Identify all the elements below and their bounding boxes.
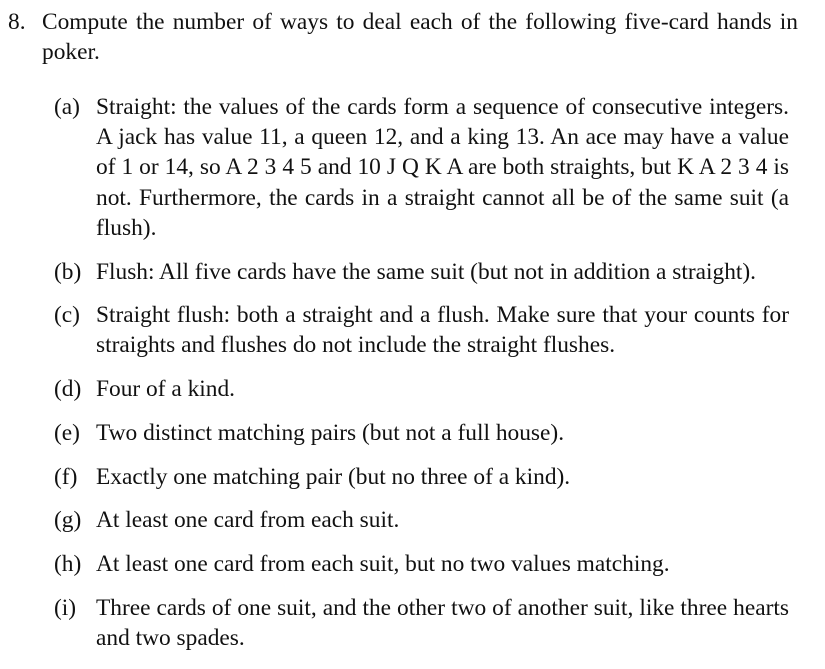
part-text: Straight: the values of the cards form a sequence of consecutive integers. A jack has value 11, a queen 12, and a king 13. An ace may have a value of 1 or 14, so A 2 3 4 5 and 10 J Q K A are both straights, but K A 2 3 4 is not. Furthermore, the cards in a straight cannot all be of the same suit (a flush).	[96, 94, 789, 241]
part-c	[54, 300, 789, 360]
part-i	[54, 593, 789, 653]
part-label: (d)	[54, 376, 82, 403]
part-g	[54, 505, 789, 535]
part-f	[54, 462, 789, 492]
problem-heading	[8, 8, 798, 67]
part-label: (c)	[54, 302, 80, 329]
part-h	[54, 549, 789, 579]
part-text: Four of a kind.	[96, 376, 236, 403]
part-e	[54, 418, 789, 448]
part-text: Flush: All five cards have the same suit (but not in addition a straight).	[96, 258, 757, 285]
problem-parts-list	[54, 92, 789, 667]
part-text: Exactly one matching pair (but no three of a kind).	[96, 463, 571, 490]
part-label: (h)	[54, 550, 82, 577]
part-label: (f)	[54, 463, 78, 490]
part-b	[54, 257, 789, 287]
part-text: At least one card from each suit.	[96, 507, 400, 534]
part-d	[54, 374, 789, 404]
part-label: (i)	[54, 594, 77, 621]
part-label: (a)	[54, 94, 80, 120]
part-text: Three cards of one suit, and the other two of another suit, like three hearts and two spades.	[96, 594, 789, 651]
part-text: Straight flush: both a straight and a flush. Make sure that your counts for straights and flushes do not include the straight flushes.	[96, 302, 789, 359]
part-text: At least one card from each suit, but no two values matching.	[96, 550, 670, 577]
part-label: (b)	[54, 258, 82, 285]
part-label: (g)	[54, 507, 82, 534]
problem-text: Compute the number of ways to deal each of the following five-card hands in poker.	[42, 9, 798, 65]
part-label: (e)	[54, 419, 80, 446]
problem-8	[8, 8, 798, 67]
problem-number: 8.	[8, 9, 26, 35]
part-a	[54, 92, 789, 243]
part-text: Two distinct matching pairs (but not a full house).	[96, 419, 565, 446]
